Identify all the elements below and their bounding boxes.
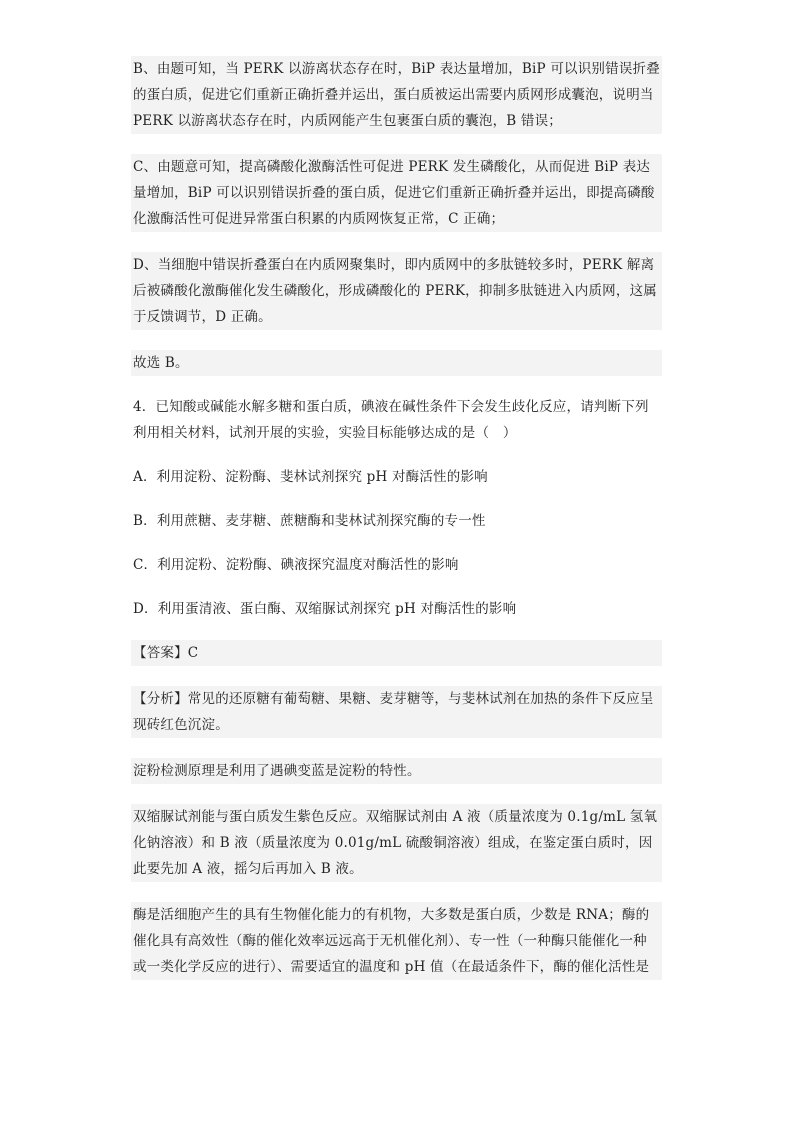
analysis-paragraph-3 <box>131 804 662 882</box>
conclusion-text: 故选 B。 <box>133 355 189 371</box>
explanation-paragraph: D、当细胞中错误折叠蛋白在内质网聚集时，即内质网中的多肽链较多时，PERK 解离后被磷酸化激酶催化发生磷酸化，形成磷酸化的 PERK，抑制多肽链进入内质网，这属于反馈调节，D 正确。 <box>133 257 657 325</box>
option-b: B．利用蔗糖、麦芽糖、蔗糖酶和斐林试剂探究酶的专一性 <box>133 513 486 529</box>
answer-line <box>131 640 662 666</box>
explanation-option-d <box>131 252 662 330</box>
answer-text: 【答案】C <box>133 645 199 661</box>
conclusion-line <box>131 350 662 376</box>
question-4 <box>131 394 662 622</box>
document-page <box>131 56 662 980</box>
option-a: A．利用淀粉、淀粉酶、斐林试剂探究 pH 对酶活性的影响 <box>133 469 488 485</box>
analysis-paragraph-4 <box>131 902 662 980</box>
analysis-paragraph-2 <box>131 758 662 784</box>
analysis-paragraph-1 <box>131 686 662 738</box>
explanation-paragraph: B、由题可知，当 PERK 以游离状态存在时，BiP 表达量增加，BiP 可以识别错误折叠的蛋白质，促进它们重新正确折叠并运出，蛋白质被运出需要内质网形成囊泡，说明当 PERK 以游离状态存在时，内质网能产生包裹蛋白质的囊泡，B 错误； <box>133 61 660 129</box>
explanation-paragraph: C、由题意可知，提高磷酸化激酶活性可促进 PERK 发生磷酸化，从而促进 BiP 表达量增加，BiP 可以识别错误折叠的蛋白质，促进它们重新正确折叠并运出，即提高磷酸化激酶活性可促进异常蛋白积累的内质网恢复正常，C 正确； <box>133 159 655 227</box>
explanation-option-b <box>131 56 662 134</box>
analysis-text: 双缩脲试剂能与蛋白质发生紫色反应。双缩脲试剂由 A 液（质量浓度为 0.1g/mL 氢氧化钠溶液）和 B 液（质量浓度为 0.01g/mL 硫酸铜溶液）组成，在鉴定蛋白质时，因此要先加 A 液，摇匀后再加入 B 液。 <box>133 809 658 877</box>
question-stem: 4．已知酸或碱能水解多糖和蛋白质，碘液在碱性条件下会发生歧化反应，请判断下列利用相关材料，试剂开展的实验，实验目标能够达成的是（ ） <box>133 399 649 441</box>
option-d: D．利用蛋清液、蛋白酶、双缩脲试剂探究 pH 对酶活性的影响 <box>133 601 517 617</box>
analysis-text: 酶是活细胞产生的具有生物催化能力的有机物，大多数是蛋白质，少数是 RNA；酶的催化具有高效性（酶的催化效率远远高于无机催化剂）、专一性（一种酶只能催化一种或一类化学反应的进行）、需要适宜的温度和 pH 值（在最适条件下，酶的催化活性是 <box>133 907 650 975</box>
explanation-option-c <box>131 154 662 232</box>
analysis-text: 【分析】常见的还原糖有葡萄糖、果糖、麦芽糖等，与斐林试剂在加热的条件下反应呈现砖红色沉淀。 <box>133 691 654 733</box>
option-c: C．利用淀粉、淀粉酶、碘液探究温度对酶活性的影响 <box>133 557 459 573</box>
analysis-text: 淀粉检测原理是利用了遇碘变蓝是淀粉的特性。 <box>133 763 421 779</box>
